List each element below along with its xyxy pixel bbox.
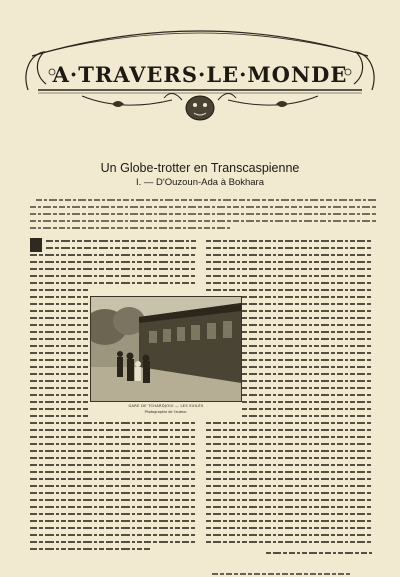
mask-ornament-icon (164, 93, 236, 120)
train-station-photo (90, 296, 242, 402)
photo-caption: GARE DE TCHARDJOUI — LES EXILÉS (128, 404, 204, 408)
photo-credit: Photographie de l'auteur. (144, 410, 188, 414)
intro-paragraph (30, 196, 380, 232)
article-subtitle: I. — D'Ouzoun-Ada à Bokhara (135, 177, 265, 188)
footer-line (62, 563, 362, 571)
article-title: Un Globe-trotter en Transcaspienne (100, 161, 300, 175)
masthead-ornament (22, 12, 378, 130)
masthead-title: A·TRAVERS·LE·MONDE (52, 62, 348, 87)
